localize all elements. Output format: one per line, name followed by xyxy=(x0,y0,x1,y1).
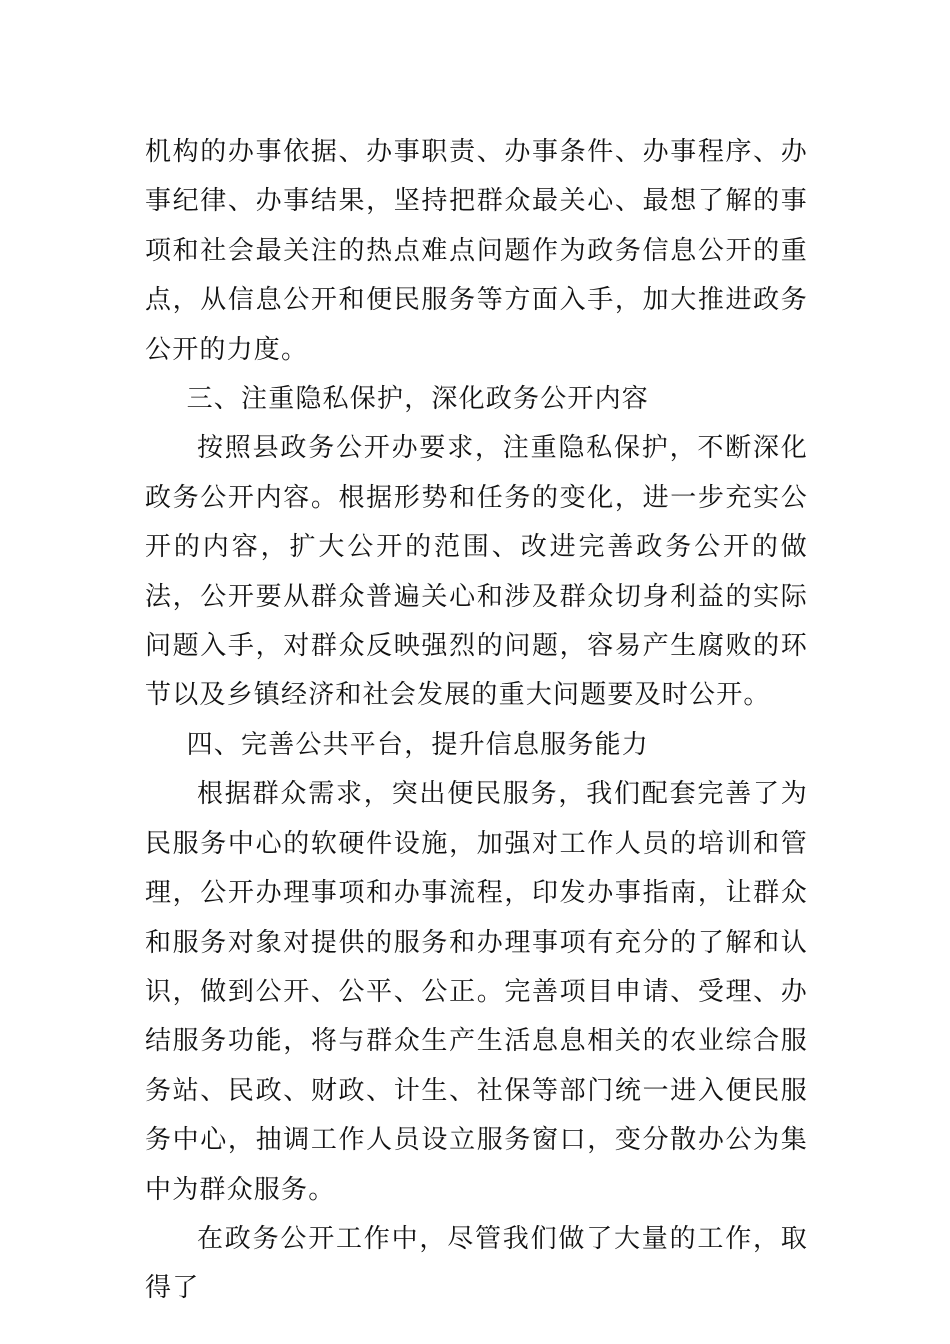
section-heading-4: 四、完善公共平台，提升信息服务能力 xyxy=(186,729,649,760)
paragraph-privacy-protection: 按照县政务公开办要求，注重隐私保护，不断深化政务公开内容。根据形势和任务的变化，进一步充实公开的内容，扩大公开的范围、改进完善政务公开的做法，公开要从群众普遍关心和涉及群众切身利益的实际问题入手，对群众反映强烈的问题，容易产生腐败的环节以及乡镇经济和社会发展的重大问题要及时公开。 xyxy=(145,433,808,711)
section-heading-3: 三、注重隐私保护，深化政务公开内容 xyxy=(186,384,649,415)
paragraph-continuation: 机构的办事依据、办事职责、办事条件、办事程序、办事纪律、办事结果，坚持把群众最关心、最想了解的事项和社会最关注的热点难点问题作为政务信息公开的重点，从信息公开和便民服务等方面入手，加大推进政务公开的力度。 xyxy=(145,137,808,365)
document-body xyxy=(145,128,808,1314)
paragraph-summary-start: 在政务公开工作中，尽管我们做了大量的工作，取得了 xyxy=(145,1223,808,1304)
paragraph-public-platform: 根据群众需求，突出便民服务，我们配套完善了为民服务中心的软硬件设施，加强对工作人员的培训和管理，公开办理事项和办事流程，印发办事指南，让群众和服务对象对提供的服务和办理事项有充分的了解和认识，做到公开、公平、公正。完善项目申请、受理、办结服务功能，将与群众生产生活息息相关的农业综合服务站、民政、财政、计生、社保等部门统一进入便民服务中心，抽调工作人员设立服务窗口，变分散办公为集中为群众服务。 xyxy=(145,779,808,1205)
